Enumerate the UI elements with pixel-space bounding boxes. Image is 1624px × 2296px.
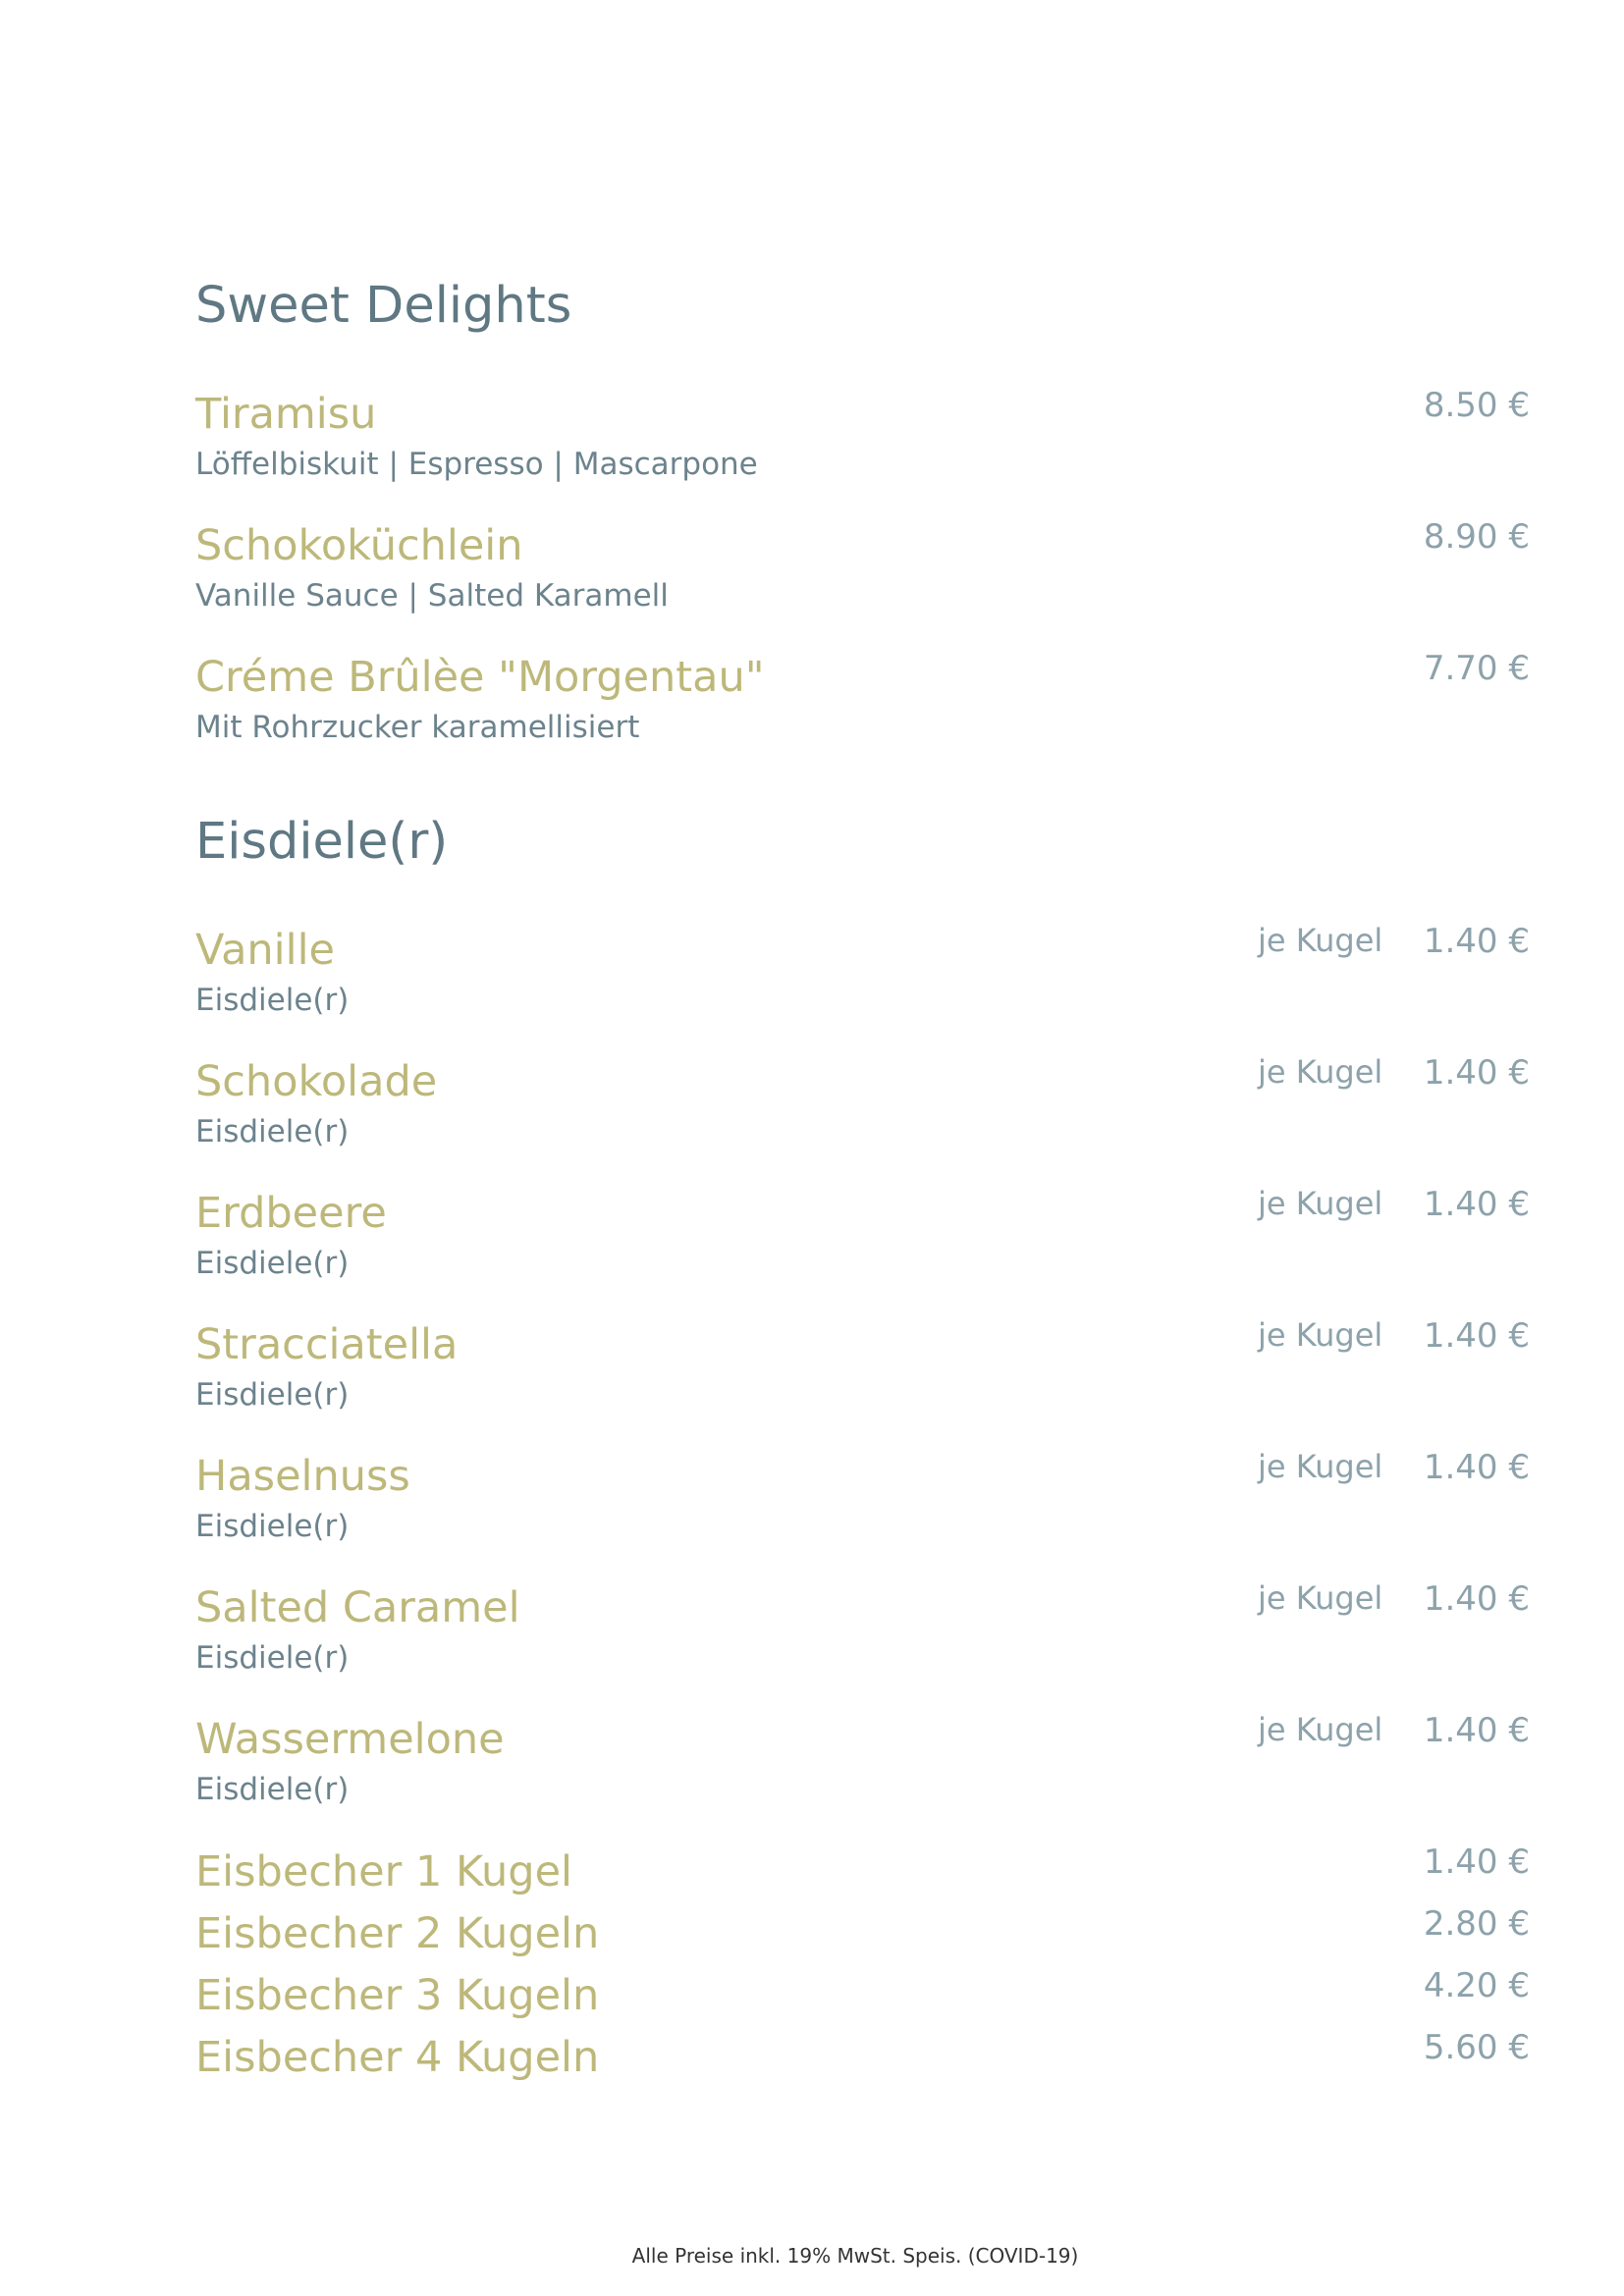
item-description: Eisdiele(r) bbox=[195, 1246, 350, 1281]
item-unit: je Kugel bbox=[1258, 1711, 1383, 1748]
section-title-sweet-delights: Sweet Delights bbox=[195, 277, 572, 335]
item-name: Tiramisu bbox=[195, 390, 377, 439]
item-unit: je Kugel bbox=[1258, 1579, 1383, 1617]
item-name: Haselnuss bbox=[195, 1452, 410, 1501]
item-description: Eisdiele(r) bbox=[195, 1509, 350, 1544]
section-title-eisdieler: Eisdiele(r) bbox=[195, 813, 449, 871]
item-price: 1.40 € bbox=[1423, 1185, 1530, 1224]
item-price: 1.40 € bbox=[1423, 1053, 1530, 1093]
item-description: Eisdiele(r) bbox=[195, 1114, 350, 1149]
item-price: 1.40 € bbox=[1423, 922, 1530, 961]
item-price: 1.40 € bbox=[1423, 1316, 1530, 1356]
cup-name: Eisbecher 1 Kugel bbox=[195, 1847, 572, 1896]
footer bbox=[0, 2244, 1624, 2268]
item-price: 8.90 € bbox=[1423, 517, 1530, 557]
item-description: Löffelbiskuit | Espresso | Mascarpone bbox=[195, 447, 758, 482]
item-price: 1.40 € bbox=[1423, 1711, 1530, 1750]
item-name: Stracciatella bbox=[195, 1320, 459, 1369]
item-name: Wassermelone bbox=[195, 1715, 505, 1764]
item-unit: je Kugel bbox=[1258, 1053, 1383, 1091]
item-name: Créme Brûlèe "Morgentau" bbox=[195, 653, 765, 702]
cup-name: Eisbecher 2 Kugeln bbox=[195, 1909, 600, 1958]
cup-name: Eisbecher 3 Kugeln bbox=[195, 1971, 600, 2020]
item-unit: je Kugel bbox=[1258, 1316, 1383, 1354]
item-description: Eisdiele(r) bbox=[195, 1772, 350, 1807]
item-unit: je Kugel bbox=[1258, 922, 1383, 959]
footer-note: Alle Preise inkl. 19% MwSt. Speis. (COVID-19) bbox=[631, 2244, 1079, 2268]
item-name: Erdbeere bbox=[195, 1189, 387, 1238]
item-name: Schokoküchlein bbox=[195, 521, 523, 570]
cup-item bbox=[195, 1904, 1531, 1962]
item-price: 1.40 € bbox=[1423, 1579, 1530, 1619]
cup-price: 2.80 € bbox=[1423, 1904, 1530, 1944]
item-description: Eisdiele(r) bbox=[195, 1377, 350, 1413]
item-name: Salted Caramel bbox=[195, 1583, 520, 1632]
item-description: Vanille Sauce | Salted Karamell bbox=[195, 578, 669, 614]
item-price: 1.40 € bbox=[1423, 1448, 1530, 1487]
cup-price: 4.20 € bbox=[1423, 1966, 1530, 2005]
item-price: 7.70 € bbox=[1423, 649, 1530, 688]
item-unit: je Kugel bbox=[1258, 1185, 1383, 1222]
item-description: Eisdiele(r) bbox=[195, 983, 350, 1018]
item-price: 8.50 € bbox=[1423, 386, 1530, 425]
cup-name: Eisbecher 4 Kugeln bbox=[195, 2033, 600, 2082]
cup-item bbox=[195, 2028, 1531, 2086]
cup-price: 1.40 € bbox=[1423, 1842, 1530, 1882]
item-unit: je Kugel bbox=[1258, 1448, 1383, 1485]
cup-item bbox=[195, 1842, 1531, 1900]
item-name: Vanille bbox=[195, 926, 335, 975]
item-name: Schokolade bbox=[195, 1057, 438, 1106]
item-description: Eisdiele(r) bbox=[195, 1640, 350, 1676]
cup-price: 5.60 € bbox=[1423, 2028, 1530, 2067]
cup-item bbox=[195, 1966, 1531, 2024]
item-description: Mit Rohrzucker karamellisiert bbox=[195, 710, 640, 745]
